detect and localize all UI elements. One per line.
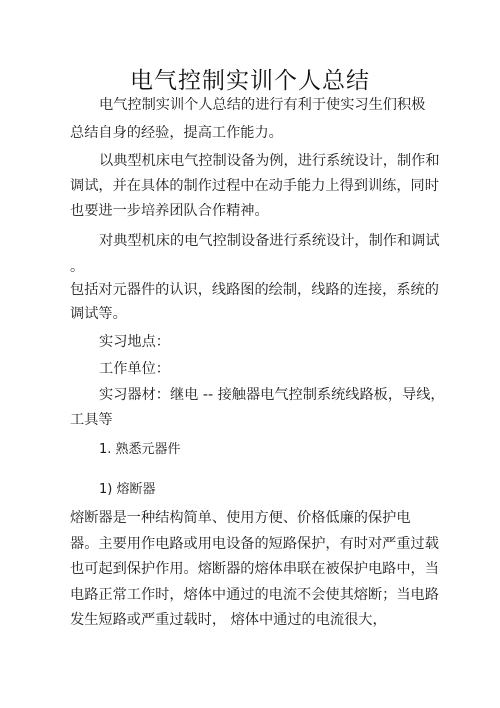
- paragraph-line: 对典型机床的电气控制设备进行系统设计，制作和调试: [99, 233, 440, 249]
- paragraph-line: 熔断器是一种结构简单、使用方便、价格低廉的保护电: [70, 510, 411, 526]
- paragraph-line: 器。主要用作电路或用电设备的短路保护，有时对严重过载: [70, 536, 439, 552]
- field-location: 实习地点：: [99, 334, 170, 350]
- paragraph-line: 调试等。: [70, 306, 127, 322]
- subsection-heading: 1) 熔断器: [99, 482, 156, 497]
- paragraph-line: 也要进一步培养团队合作精神。: [70, 203, 269, 219]
- paragraph-line: 。: [70, 259, 85, 275]
- field-equipment: 实习器材：继电 -- 接触器电气控制系统线路板，导线，: [99, 387, 445, 403]
- section-heading: 1. 熟悉元器件: [99, 442, 181, 457]
- document-title: 电气控制实训个人总结: [130, 68, 370, 94]
- paragraph-line: 以典型机床电气控制设备为例，进行系统设计，制作和: [99, 153, 440, 169]
- paragraph-line: 电路正常工作时，熔体中通过的电流不会使其熔断；当电路: [70, 587, 439, 603]
- paragraph-line: 包括对元器件的认识，线路图的绘制，线路的连接，系统的: [70, 282, 439, 298]
- paragraph-line: 也可起到保护作用。熔断器的熔体串联在被保护电路中，当: [70, 561, 439, 577]
- paragraph-line: 发生短路或严重过载时， 熔体中通过的电流很大，: [70, 612, 387, 628]
- paragraph-line: 工具等: [70, 412, 113, 428]
- paragraph-line: 总结自身的经验，提高工作能力。: [70, 125, 283, 141]
- field-workplace: 工作单位：: [99, 361, 170, 377]
- paragraph-line: 调试，并在具体的制作过程中在动手能力上得到训练，同时: [70, 178, 439, 194]
- paragraph-line: 电气控制实训个人总结的进行有利于使实习生们积极: [99, 97, 426, 113]
